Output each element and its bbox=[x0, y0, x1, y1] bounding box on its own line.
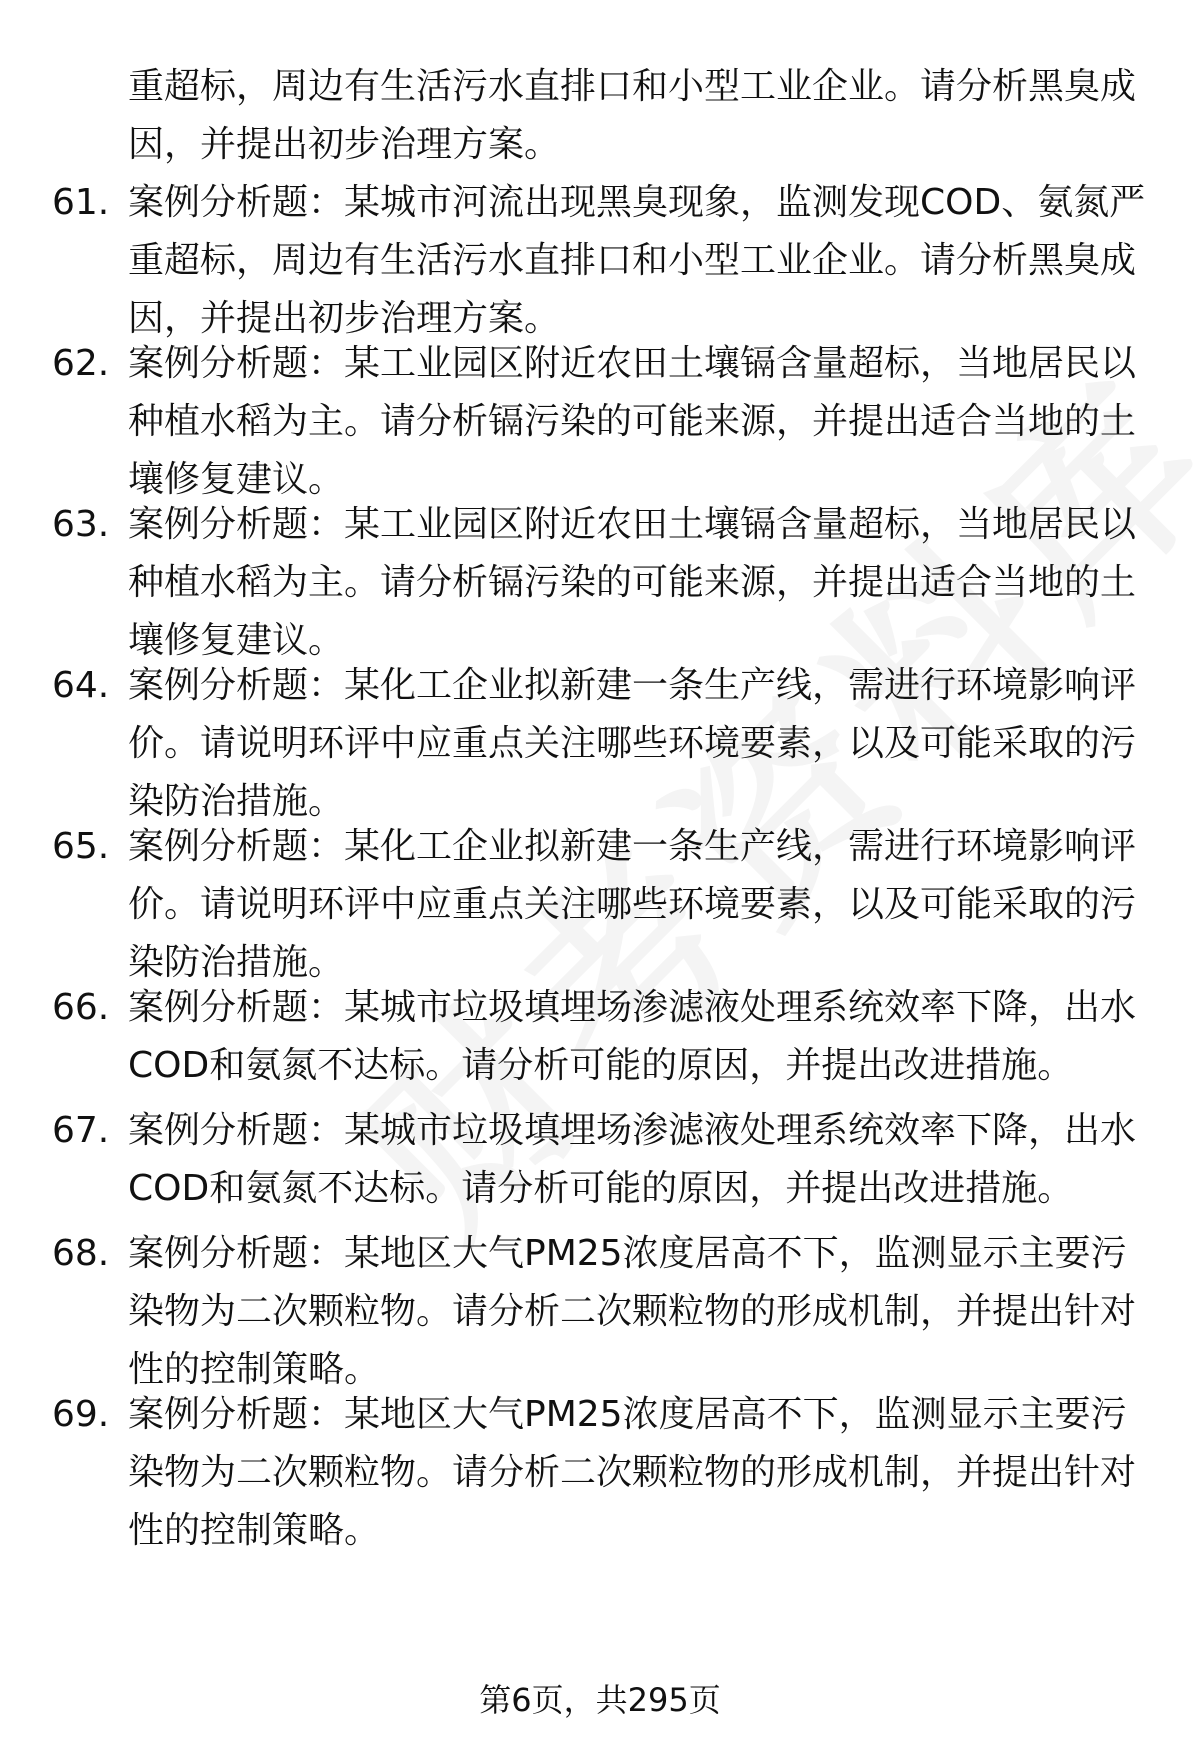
question-text: 案例分析题：某工业园区附近农田土壤镉含量超标，当地居民以种植水稻为主。请分析镉污染的可能来源，并提出适合当地的土壤修复建议。 bbox=[128, 343, 1137, 500]
question-text: 案例分析题：某城市垃圾填埋场渗滤液处理系统效率下降，出水COD和氨氮不达标。请分析可能的原因，并提出改进措施。 bbox=[128, 987, 1137, 1086]
question-number: 69. bbox=[52, 1394, 110, 1435]
question-text: 案例分析题：某地区大气PM25浓度居高不下，监测显示主要污染物为二次颗粒物。请分析二次颗粒物的形成机制，并提出针对性的控制策略。 bbox=[128, 1233, 1137, 1390]
question-text: 案例分析题：某化工企业拟新建一条生产线，需进行环境影响评价。请说明环评中应重点关注哪些环境要素，以及可能采取的污染防治措施。 bbox=[128, 826, 1137, 983]
question-text: 案例分析题：某化工企业拟新建一条生产线，需进行环境影响评价。请说明环评中应重点关注哪些环境要素，以及可能采取的污染防治措施。 bbox=[128, 665, 1137, 822]
question-text: 案例分析题：某工业园区附近农田土壤镉含量超标，当地居民以种植水稻为主。请分析镉污染的可能来源，并提出适合当地的土壤修复建议。 bbox=[128, 504, 1137, 661]
page-number-footer: 第6页，共295页 bbox=[479, 1681, 721, 1719]
question-text: 案例分析题：某城市河流出现黑臭现象，监测发现COD、氨氮严重超标，周边有生活污水直排口和小型工业企业。请分析黑臭成因，并提出初步治理方案。 bbox=[128, 182, 1146, 339]
question-number: 66. bbox=[52, 987, 110, 1028]
question-number: 63. bbox=[52, 504, 110, 545]
question-number: 67. bbox=[52, 1110, 110, 1151]
question-number: 64. bbox=[52, 665, 110, 706]
question-number: 62. bbox=[52, 343, 110, 384]
continued-question-text: 重超标，周边有生活污水直排口和小型工业企业。请分析黑臭成因，并提出初步治理方案。 bbox=[128, 66, 1137, 165]
question-number: 61. bbox=[52, 182, 110, 223]
question-text: 案例分析题：某城市垃圾填埋场渗滤液处理系统效率下降，出水COD和氨氮不达标。请分析可能的原因，并提出改进措施。 bbox=[128, 1110, 1137, 1209]
question-number: 65. bbox=[52, 826, 110, 867]
question-text: 案例分析题：某地区大气PM25浓度居高不下，监测显示主要污染物为二次颗粒物。请分析二次颗粒物的形成机制，并提出针对性的控制策略。 bbox=[128, 1394, 1137, 1551]
question-number: 68. bbox=[52, 1233, 110, 1274]
